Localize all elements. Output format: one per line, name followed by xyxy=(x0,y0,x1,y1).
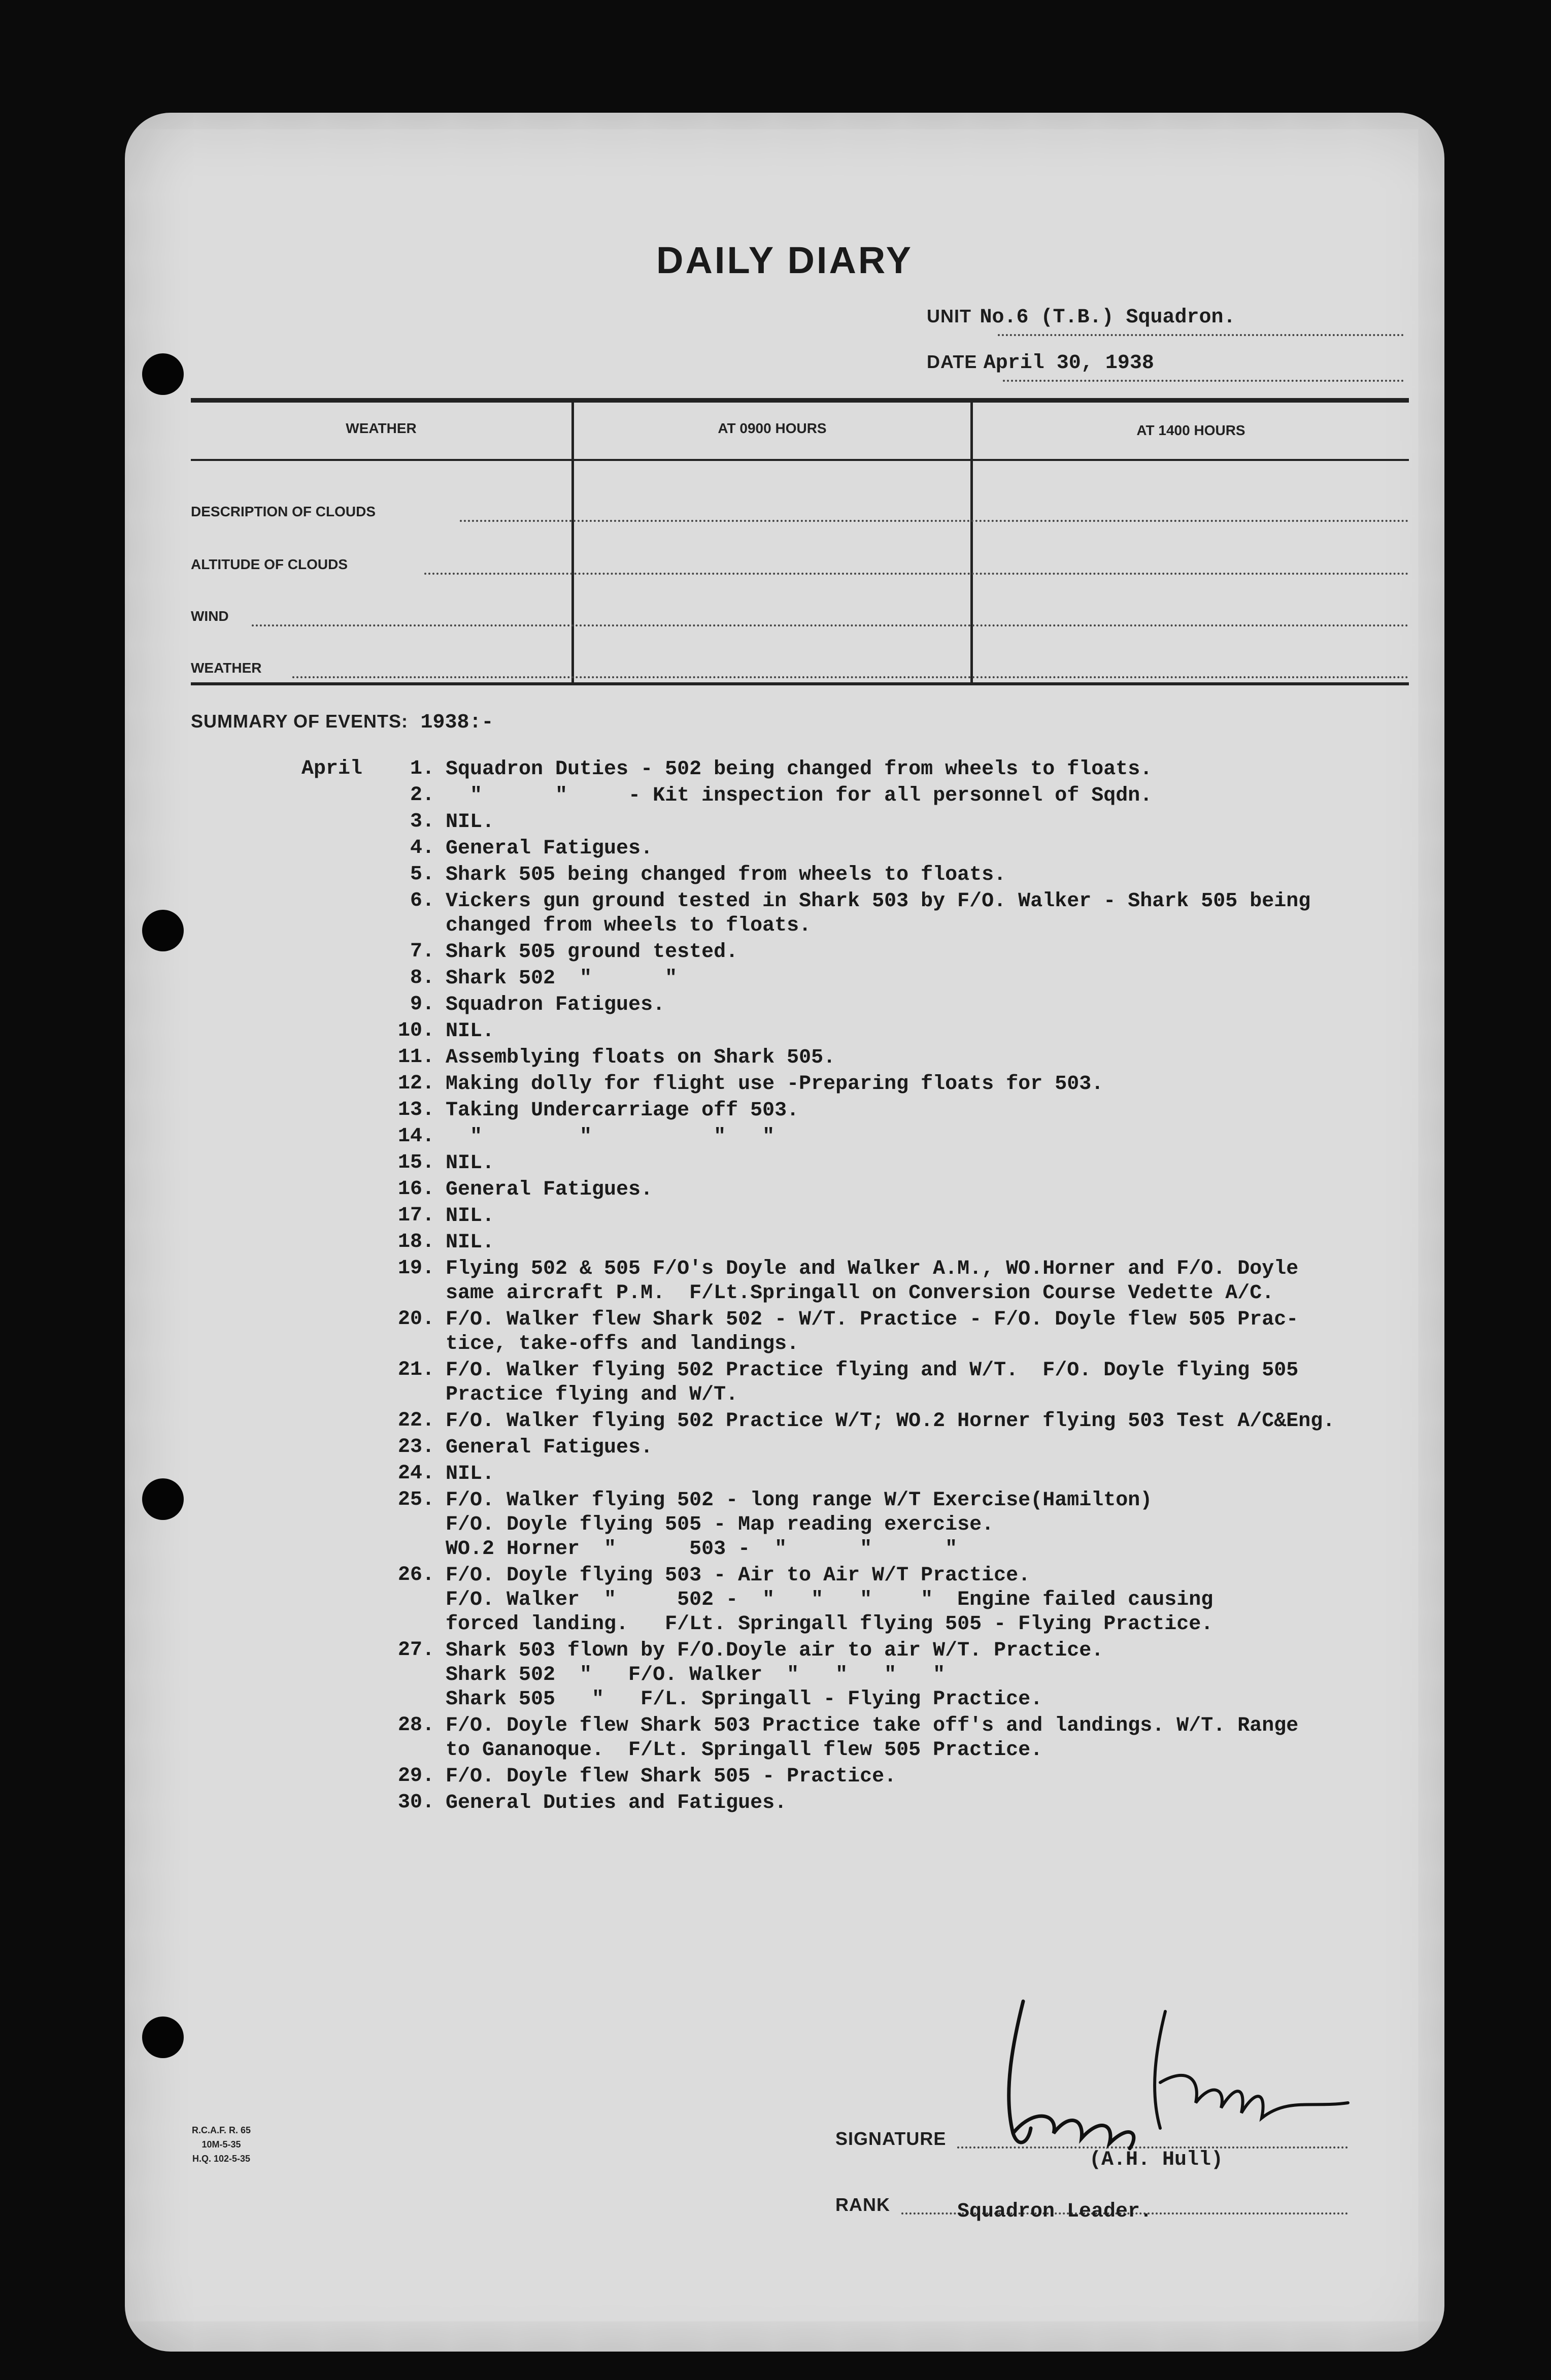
event-text-line: F/O. Walker flying 502 Practice flying and W/T. F/O. Doyle flying 505 xyxy=(446,1359,1299,1382)
event-text-line: F/O. Walker flying 502 Practice W/T; WO.2 Horner flying 503 Test A/C&Eng. xyxy=(446,1410,1335,1433)
event-day-number: 5. xyxy=(410,863,434,886)
event-text-line: General Fatigues. xyxy=(446,1436,653,1459)
event-day-number: 14. xyxy=(397,1125,434,1148)
event-day-number: 3. xyxy=(410,810,434,833)
event-day-number: 21. xyxy=(397,1359,434,1381)
event-text-line: F/O. Doyle flying 503 - Air to Air W/T Practice. xyxy=(446,1564,1031,1587)
event-text-line: Shark 502 " " xyxy=(446,967,678,990)
event-text-line: WO.2 Horner " 503 - " " " xyxy=(446,1538,958,1561)
signature-label: SIGNATURE xyxy=(835,2128,947,2149)
event-text-line: same aircraft P.M. F/Lt.Springall on Conversion Course Vedette A/C. xyxy=(446,1282,1274,1305)
event-text-line: Shark 505 " F/L. Springall - Flying Practice. xyxy=(446,1688,1043,1711)
event-text-line: NIL. xyxy=(446,1205,495,1228)
summary-month: April xyxy=(301,757,363,780)
summary-heading: SUMMARY OF EVENTS: 1938:- xyxy=(191,711,494,734)
event-day-number: 19. xyxy=(397,1257,434,1280)
event-day-number: 9. xyxy=(410,993,434,1016)
event-day-number: 7. xyxy=(410,940,434,963)
unit-label: UNIT xyxy=(927,306,971,326)
event-day-number: 1. xyxy=(410,757,434,780)
rank-label: RANK xyxy=(835,2194,890,2215)
row-altitude-of-clouds: ALTITUDE OF CLOUDS xyxy=(191,556,348,572)
signer-name: (A.H. Hull) xyxy=(1089,2148,1224,2171)
event-text-line: Assemblying floats on Shark 505. xyxy=(446,1046,836,1069)
form-code: R.C.A.F. R. 65 10M-5-35 H.Q. 102-5-35 xyxy=(191,2125,251,2164)
binder-hole xyxy=(142,2017,184,2058)
event-text-line: NIL. xyxy=(446,1152,495,1175)
event-text-line: Shark 505 ground tested. xyxy=(446,941,738,964)
event-text-line: Vickers gun ground tested in Shark 503 by F/O. Walker - Shark 505 being xyxy=(446,890,1311,913)
event-day-number: 4. xyxy=(410,837,434,860)
unit-field xyxy=(927,306,1404,336)
event-day-number: 11. xyxy=(397,1046,434,1069)
event-day-number: 17. xyxy=(397,1204,434,1227)
date-field xyxy=(927,351,1404,382)
event-day-number: 16. xyxy=(397,1178,434,1201)
event-text-line: NIL. xyxy=(446,811,495,834)
event-text-line: Practice flying and W/T. xyxy=(446,1383,738,1406)
event-day-number: 18. xyxy=(397,1231,434,1253)
event-text-line: Squadron Fatigues. xyxy=(446,994,665,1016)
col-0900-header: AT 0900 HOURS xyxy=(718,420,827,436)
event-day-number: 13. xyxy=(397,1099,434,1121)
event-day-number: 24. xyxy=(397,1462,434,1485)
event-day-number: 30. xyxy=(397,1791,434,1814)
event-text-line: NIL. xyxy=(446,1463,495,1485)
event-day-number: 27. xyxy=(397,1639,434,1662)
col-1400-header: AT 1400 HOURS xyxy=(1136,422,1245,438)
binder-hole xyxy=(142,1478,184,1520)
event-day-number: 29. xyxy=(397,1765,434,1788)
event-text-line: General Duties and Fatigues. xyxy=(446,1792,787,1814)
event-day-number: 8. xyxy=(410,967,434,989)
event-day-number: 26. xyxy=(397,1564,434,1586)
event-text-line: Taking Undercarriage off 503. xyxy=(446,1099,799,1122)
date-value: April 30, 1938 xyxy=(983,352,1154,375)
event-text-line: to Gananoque. F/Lt. Springall flew 505 Practice. xyxy=(446,1739,1043,1762)
event-text-line: tice, take-offs and landings. xyxy=(446,1333,799,1356)
event-text-line: Shark 505 being changed from wheels to floats. xyxy=(446,864,1006,886)
event-text-line: Squadron Duties - 502 being changed from wheels to floats. xyxy=(446,758,1153,781)
event-text-line: Shark 503 flown by F/O.Doyle air to air W/T. Practice. xyxy=(446,1639,1104,1662)
event-day-number: 20. xyxy=(397,1308,434,1331)
page-title: DAILY DIARY xyxy=(656,239,913,281)
weather-table xyxy=(191,398,1409,692)
event-text-line: F/O. Walker flew Shark 502 - W/T. Practice - F/O. Doyle flew 505 Prac- xyxy=(446,1308,1299,1331)
event-text-line: F/O. Doyle flying 505 - Map reading exercise. xyxy=(446,1513,994,1536)
event-text-line: Flying 502 & 505 F/O's Doyle and Walker A.M., WO.Horner and F/O. Doyle xyxy=(446,1258,1299,1280)
row-description-of-clouds: DESCRIPTION OF CLOUDS xyxy=(191,504,376,519)
rank-value: Squadron Leader. xyxy=(957,2200,1153,2223)
event-text-line: Making dolly for flight use -Preparing floats for 503. xyxy=(446,1073,1104,1096)
event-text-line: F/O. Doyle flew Shark 503 Practice take off's and landings. W/T. Range xyxy=(446,1714,1299,1737)
event-text-line: F/O. Doyle flew Shark 505 - Practice. xyxy=(446,1765,897,1788)
event-text-line: NIL. xyxy=(446,1020,495,1043)
event-day-number: 25. xyxy=(397,1489,434,1511)
event-text-line: F/O. Walker " 502 - " " " " Engine failed causing xyxy=(446,1589,1213,1611)
event-day-number: 6. xyxy=(410,889,434,912)
event-text-line: changed from wheels to floats. xyxy=(446,914,812,937)
event-day-number: 10. xyxy=(397,1019,434,1042)
unit-value: No.6 (T.B.) Squadron. xyxy=(980,306,1236,329)
diary-page xyxy=(125,113,1444,2352)
event-text-line: forced landing. F/Lt. Springall flying 505 - Flying Practice. xyxy=(446,1613,1213,1636)
event-day-number: 12. xyxy=(397,1072,434,1095)
date-label: DATE xyxy=(927,351,977,372)
event-text-line: General Fatigues. xyxy=(446,837,653,860)
event-day-number: 15. xyxy=(397,1151,434,1174)
binder-hole xyxy=(142,353,184,395)
event-day-number: 23. xyxy=(397,1436,434,1459)
row-weather: WEATHER xyxy=(191,660,262,676)
event-text-line: Shark 502 " F/O. Walker " " " " xyxy=(446,1664,946,1687)
event-day-number: 2. xyxy=(410,784,434,807)
event-day-number: 22. xyxy=(397,1409,434,1432)
event-text-line: F/O. Walker flying 502 - long range W/T Exercise(Hamilton) xyxy=(446,1489,1153,1512)
event-day-number: 28. xyxy=(397,1714,434,1737)
event-text-line: " " - Kit inspection for all personnel of Sqdn. xyxy=(446,784,1153,807)
event-text-line: General Fatigues. xyxy=(446,1178,653,1201)
row-wind: WIND xyxy=(191,608,229,624)
signature-image xyxy=(983,1981,1378,2164)
weather-col-header: WEATHER xyxy=(346,420,417,436)
event-text-line: " " " " xyxy=(446,1126,775,1148)
binder-hole xyxy=(142,910,184,951)
event-text-line: NIL. xyxy=(446,1231,495,1254)
